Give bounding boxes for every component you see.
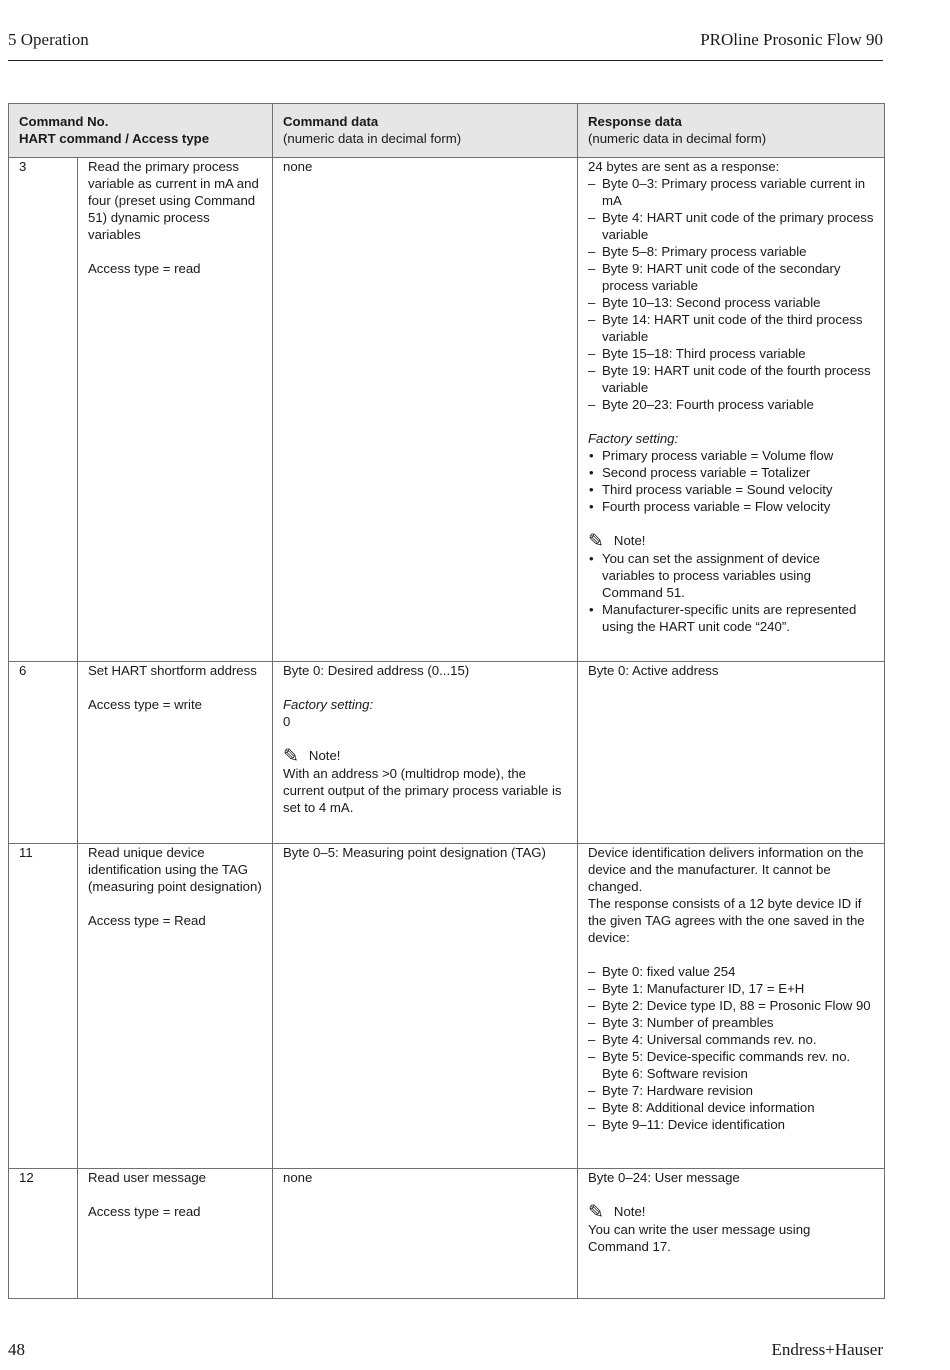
list-item: – Byte 4: HART unit code of the primary process variable — [588, 209, 874, 243]
response-intro: Device identification delivers information on the device and the manufacturer. It cannot be changed. — [588, 845, 864, 894]
response-byte-list — [588, 963, 874, 1133]
pencil-note-icon: ✎ — [588, 531, 604, 552]
list-item: – Byte 7: Hardware revision — [588, 1082, 874, 1099]
factory-setting-label: Factory setting: — [283, 697, 374, 712]
note-label: Note! — [613, 533, 646, 548]
command-data-cell — [273, 1169, 578, 1299]
list-item: – Byte 19: HART unit code of the fourth process variable — [588, 362, 874, 396]
pencil-note-icon: ✎ — [283, 746, 299, 767]
command-data-cell — [273, 158, 578, 662]
header-col2-line2: (numeric data in decimal form) — [283, 131, 462, 146]
header-command-data — [273, 104, 578, 158]
list-item: • Primary process variable = Volume flow — [588, 447, 874, 464]
response-data-cell — [578, 662, 885, 844]
response-data-cell — [578, 158, 885, 662]
table-row-command-11 — [9, 844, 885, 1169]
list-item: – Byte 5–8: Primary process variable — [588, 243, 874, 260]
response-byte-list — [588, 175, 874, 413]
note-text: You can write the user message using Command 17. — [588, 1222, 811, 1254]
command-description: Read the primary process variable as current in mA and four (preset using Command 51) dynamic process variables — [88, 159, 259, 242]
header-col3-line2: (numeric data in decimal form) — [588, 131, 767, 146]
response-intro-2: The response consists of a 12 byte device ID if the given TAG agrees with the one saved in the device: — [588, 896, 865, 945]
table-row-command-12 — [9, 1169, 885, 1299]
list-item: – Byte 8: Additional device information — [588, 1099, 874, 1116]
list-item: • Manufacturer-specific units are represented using the HART unit code “240”. — [588, 601, 874, 635]
header-col2-line1: Command data — [283, 114, 379, 129]
header-col1-line2: HART command / Access type — [19, 131, 210, 146]
list-item: – Byte 20–23: Fourth process variable — [588, 396, 874, 413]
command-data: none — [283, 1170, 313, 1185]
list-item: • Second process variable = Totalizer — [588, 464, 874, 481]
access-type: Access type = Read — [88, 913, 206, 928]
hart-command-table — [8, 103, 885, 1299]
command-description-cell — [78, 662, 273, 844]
header-rule — [8, 60, 883, 61]
command-number: 6 — [9, 662, 78, 844]
header-response-data — [578, 104, 885, 158]
command-description: Read user message — [88, 1170, 207, 1185]
factory-setting-value: 0 — [283, 714, 291, 729]
list-item: – Byte 0–3: Primary process variable current in mA — [588, 175, 874, 209]
note-heading — [588, 532, 874, 550]
response-data: Byte 0: Active address — [588, 663, 719, 678]
response-intro: 24 bytes are sent as a response: — [588, 159, 780, 174]
section-title: 5 Operation — [8, 30, 89, 49]
note-heading — [588, 1203, 874, 1221]
command-description-cell — [78, 844, 273, 1169]
list-item: • You can set the assignment of device variables to process variables using Command 51. — [588, 550, 874, 601]
list-item: – Byte 14: HART unit code of the third process variable — [588, 311, 874, 345]
list-item: • Third process variable = Sound velocity — [588, 481, 874, 498]
list-item: – Byte 4: Universal commands rev. no. — [588, 1031, 874, 1048]
header-col1-line1: Command No. — [19, 114, 109, 129]
command-description-cell — [78, 158, 273, 662]
list-item: – Byte 5: Device-specific commands rev. no. Byte 6: Software revision — [588, 1048, 874, 1082]
command-number: 11 — [9, 844, 78, 1169]
list-item: – Byte 15–18: Third process variable — [588, 345, 874, 362]
command-number: 3 — [9, 158, 78, 662]
note-heading — [283, 747, 567, 765]
note-label: Note! — [613, 1204, 646, 1219]
list-item: – Byte 2: Device type ID, 88 = Prosonic Flow 90 — [588, 997, 874, 1014]
access-type: Access type = read — [88, 1204, 201, 1219]
access-type: Access type = read — [88, 261, 201, 276]
brand-logo-text: Endress+Hauser — [771, 1340, 883, 1359]
list-item: – Byte 0: fixed value 254 — [588, 963, 874, 980]
command-description: Read unique device identification using the TAG (measuring point designation) — [88, 845, 262, 894]
list-item: • Fourth process variable = Flow velocity — [588, 498, 874, 515]
list-item: – Byte 3: Number of preambles — [588, 1014, 874, 1031]
command-data: Byte 0: Desired address (0...15) — [283, 663, 470, 678]
list-item: – Byte 9–11: Device identification — [588, 1116, 874, 1133]
access-type: Access type = write — [88, 697, 202, 712]
command-description-cell — [78, 1169, 273, 1299]
table-header-row — [9, 104, 885, 158]
product-title: PROline Prosonic Flow 90 — [700, 30, 883, 49]
response-data-cell — [578, 1169, 885, 1299]
header-command-no — [9, 104, 273, 158]
list-item: – Byte 1: Manufacturer ID, 17 = E+H — [588, 980, 874, 997]
response-data-cell — [578, 844, 885, 1169]
note-list — [588, 550, 874, 635]
response-data: Byte 0–24: User message — [588, 1170, 740, 1185]
factory-setting-label: Factory setting: — [588, 431, 679, 446]
command-number: 12 — [9, 1169, 78, 1299]
note-text: With an address >0 (multidrop mode), the current output of the primary process variable is set to 4 mA. — [283, 766, 562, 815]
header-col3-line1: Response data — [588, 114, 682, 129]
list-item: – Byte 9: HART unit code of the secondary process variable — [588, 260, 874, 294]
table-row-command-6 — [9, 662, 885, 844]
command-data-cell — [273, 844, 578, 1169]
list-item: – Byte 10–13: Second process variable — [588, 294, 874, 311]
command-data: none — [283, 159, 313, 174]
command-description: Set HART shortform address — [88, 663, 257, 678]
pencil-note-icon: ✎ — [588, 1202, 604, 1223]
table-row-command-3 — [9, 158, 885, 662]
note-label: Note! — [308, 748, 341, 763]
command-data: Byte 0–5: Measuring point designation (TAG) — [283, 845, 546, 860]
factory-setting-list — [588, 447, 874, 515]
page-number: 48 — [8, 1340, 25, 1359]
command-data-cell — [273, 662, 578, 844]
